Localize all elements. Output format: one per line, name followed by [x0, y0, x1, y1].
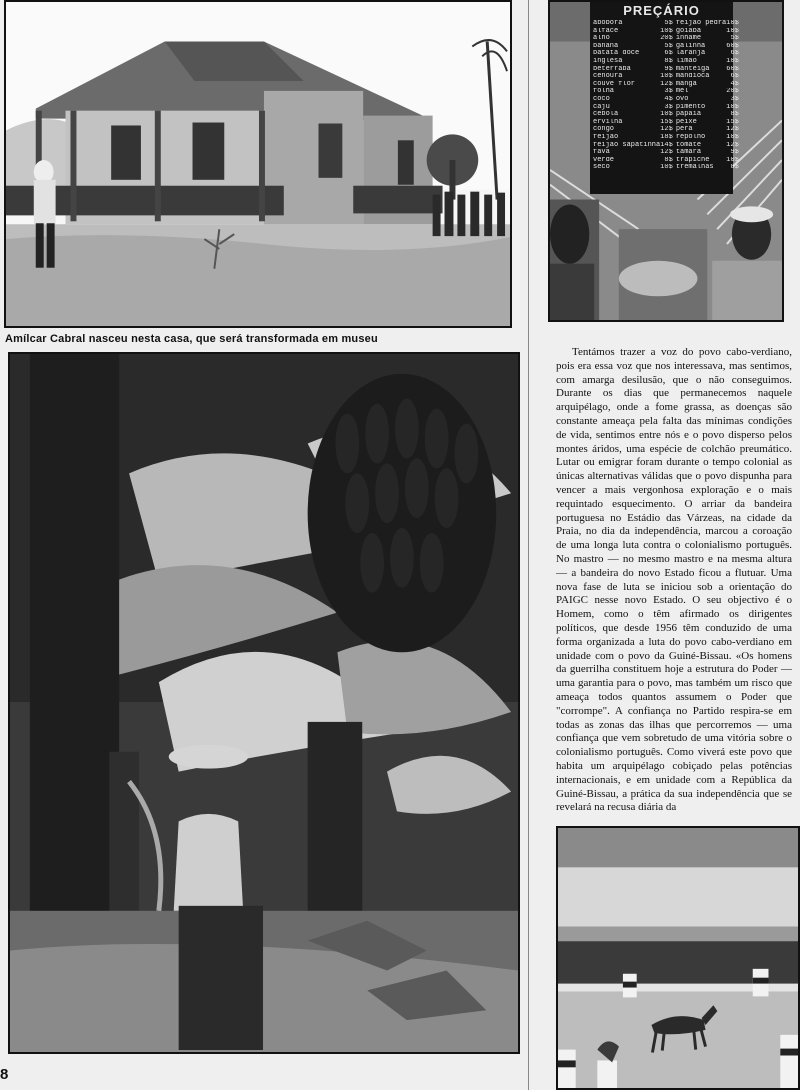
- price-row: alho 20$: [593, 35, 673, 43]
- house-illustration: [6, 2, 510, 326]
- article-paragraph: Tentámos trazer a voz do povo cabo-verdiano, pois era essa voz que nos interessava, mas sentimos, com amarga desilusão, que o não conseguimos. Durante os dias que permanecemos naquele arquipélago, onde a fome grassa, as doenças são constante ameaça pela falta das mínimas condições de vida, sentimos entre nós e o povo disperso pelos montes áridos, uma espécie de colchão preumático. Lutar ou emigrar foram durante o tempo colonial as únicas alternativas válidas que o povo dispunha para vencer a mais vergonhosa exploração e o mais requintado esquecimento. O arriar da bandeira portuguesa no Estádio das Várzeas, na cidade da Praia, no dia da independência, marcou a coroação de uma longa luta contra o colonialismo português. No mastro — no mesmo mastro e na mesma altura — a bandeira do novo Estado ficou a flutuar. Uma nova fase de luta se iniciou sob a orientação do PAIGC nesse novo Estado. O seu objectivo é o Homem, como o têm afirmado os dirigentes políticos, que desde 1956 têm conduzido de uma forma organizada a luta do povo cabo-verdiano em unidade com o povo da Guiné-Bissau. «Os homens da guerrilha constituem hoje a estrutura do Poder — uma garantia para o povo, mas também um risco que ameaça todos quantos assumem o Poder que "corrompe". A confiança no Partido respira-se em todas as zonas das ilhas que percorremos — uma confiança que vem sobretudo de uma vitória sobre o colonialismo português. Como viverá este povo que habita um arquipélago cobiçado pelas potências internacionais, e em unidade com a República da Guiné-Bissau, a prática da sua independência que se revelará na recusa diária da: [556, 346, 792, 814]
- price-row: congo 12$: [593, 126, 673, 134]
- price-row: tomate 12$: [675, 141, 739, 149]
- price-row: galinha 60$: [675, 42, 739, 50]
- price-row: tremalhas 8$: [675, 164, 739, 172]
- column-divider: [528, 0, 529, 1090]
- price-row: feijão pedra 10$: [675, 20, 739, 27]
- price-row: papaia 8$: [675, 111, 739, 119]
- price-row: coco 4$: [593, 95, 673, 103]
- price-board-left-column: [593, 20, 673, 172]
- price-row: beterraba 9$: [593, 65, 673, 73]
- page-number: 8: [0, 1066, 9, 1083]
- price-row: goiaba 10$: [675, 27, 739, 35]
- price-row: feijão 18$: [593, 133, 673, 141]
- price-row: caju 3$: [593, 103, 673, 111]
- price-row: seco 10$: [593, 164, 673, 172]
- price-row: batata doce 6$: [593, 50, 673, 58]
- price-row: mandioca 6$: [675, 73, 739, 81]
- price-row: ovo 3$: [675, 95, 739, 103]
- price-row: peixe 15$: [675, 118, 739, 126]
- price-row: folha 3$: [593, 88, 673, 96]
- price-row: laranja 6$: [675, 50, 739, 58]
- price-row: tâmara 9$: [675, 149, 739, 157]
- price-board-right-column: [676, 20, 739, 172]
- market-photo: [548, 0, 784, 322]
- banana-plantation-photo: [8, 352, 520, 1054]
- price-row: couve flor 12$: [593, 80, 673, 88]
- price-row: feijão sapatinha 14$: [593, 141, 673, 149]
- price-row: verde 8$: [593, 156, 673, 164]
- price-board: [590, 2, 739, 194]
- price-row: pera 12$: [675, 126, 739, 134]
- price-row: pimento 10$: [675, 103, 739, 111]
- price-row: fava 12$: [593, 149, 673, 157]
- goat-photo: [556, 826, 800, 1090]
- house-photo: [4, 0, 512, 328]
- price-row: banana 5$: [593, 42, 673, 50]
- price-row: manteiga 60$: [675, 65, 739, 73]
- price-row: manga 4$: [675, 80, 739, 88]
- price-row: inglesa 8$: [593, 57, 673, 65]
- price-row: cebola 10$: [593, 111, 673, 119]
- article-body: [556, 346, 792, 815]
- goat-illustration: [558, 828, 798, 1088]
- price-board-title: PREÇÁRIO: [623, 3, 700, 18]
- price-row: limão 10$: [675, 57, 739, 65]
- price-row: inhame 5$: [675, 35, 739, 43]
- price-row: repolho 10$: [675, 133, 739, 141]
- price-row: abóbora 5$: [593, 20, 673, 27]
- house-caption: Amílcar Cabral nasceu nesta casa, que será transformada em museu: [5, 333, 378, 345]
- price-row: mel 20$: [675, 88, 739, 96]
- price-row: alface 10$: [593, 27, 673, 35]
- price-row: trapiche 10$: [675, 156, 739, 164]
- price-row: ervilha 15$: [593, 118, 673, 126]
- banana-illustration: [10, 354, 518, 1052]
- price-row: cenoura 10$: [593, 73, 673, 81]
